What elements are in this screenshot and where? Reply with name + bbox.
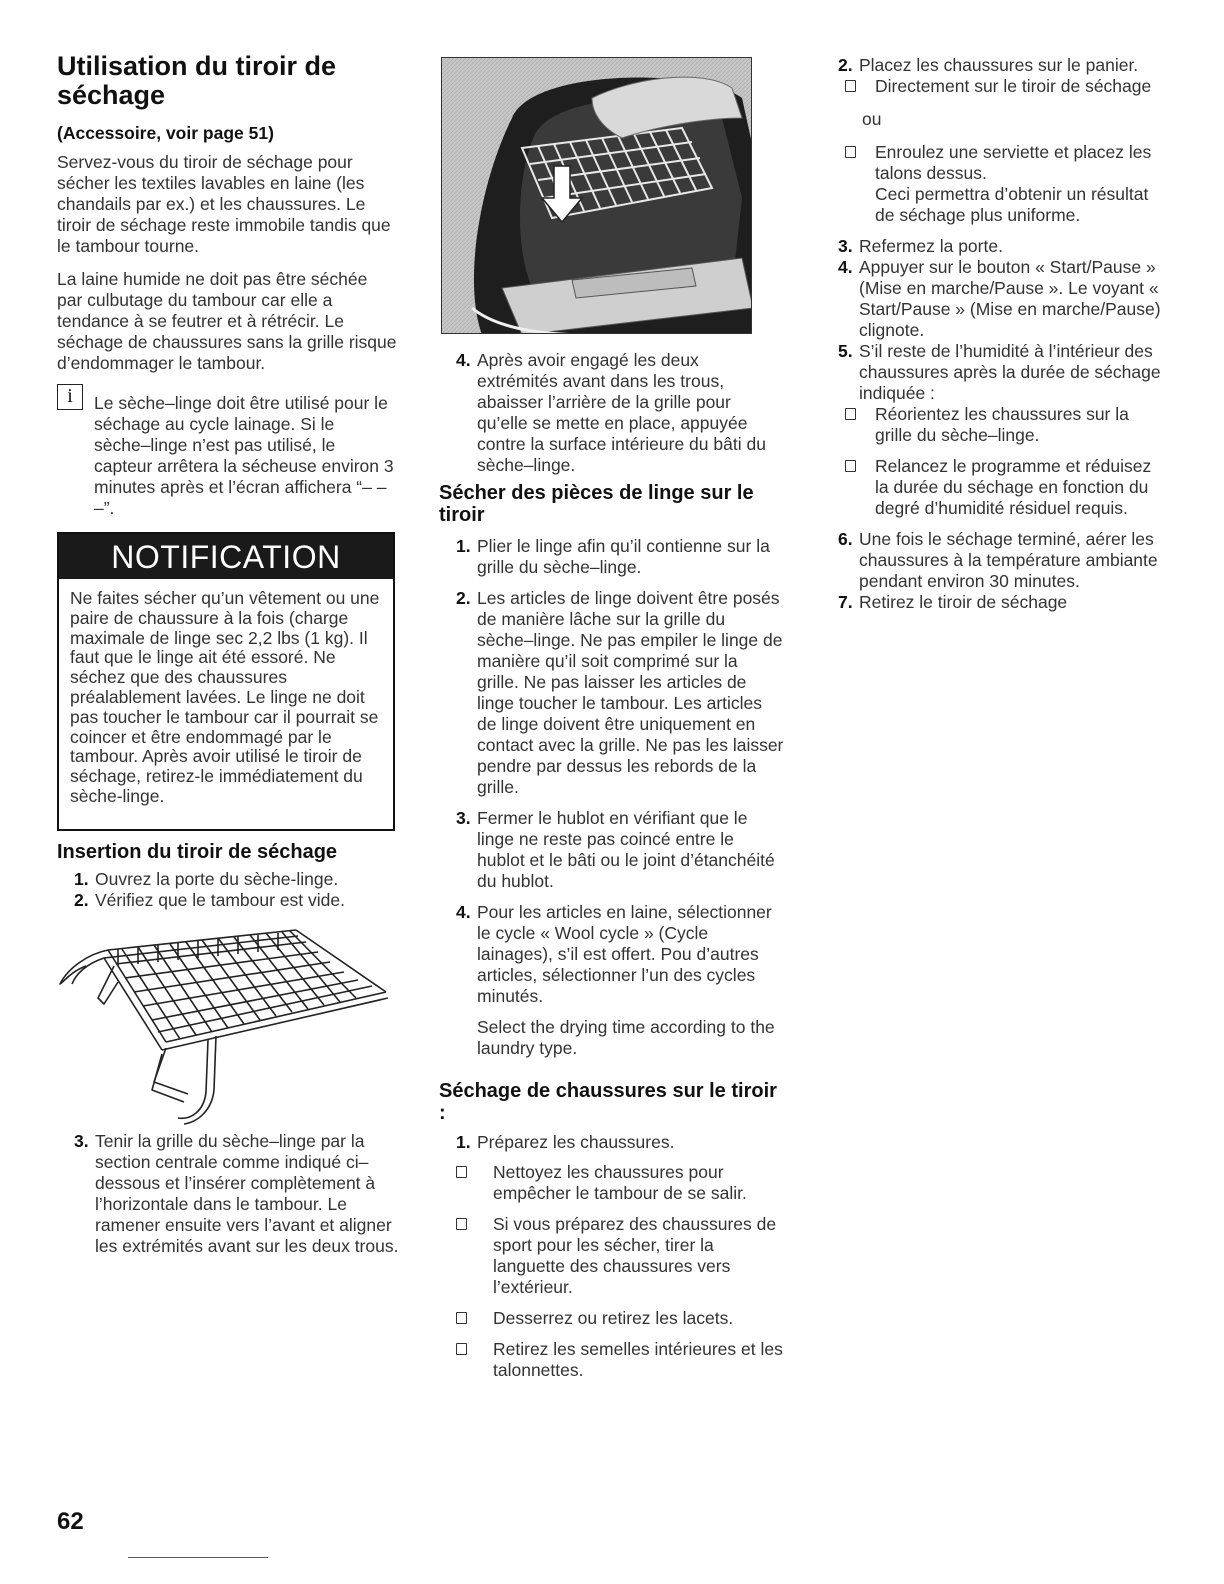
list-item: 4. Après avoir engagé les deux extrémités avant dans les trous, abaisser l’arrière de la grille pour qu’elle se mette en place, appuyée contre la surface intérieure du bâti du sèche–linge. (456, 350, 766, 475)
list-item: 1. Plier le linge afin qu’il contienne sur la grille du sèche–linge. (456, 536, 770, 577)
checklist-item: Relancez le programme et réduisez la durée du séchage en fonction du degré d’humidité résiduel requis. (845, 456, 1163, 519)
list-item: 1. Préparez les chaussures. (456, 1132, 675, 1152)
drying-rack-illustration (58, 922, 393, 1127)
shoes-steps-6-7 (838, 529, 1163, 613)
checkbox-icon (845, 146, 856, 158)
info-note: Le sèche–linge doit être utilisé pour le séchage au cycle lainage. Si le sèche–linge n’est pas utilisé, le capteur arrêtera la sécheuse environ 3 minutes après et l’écran affichera “– – –”. (94, 393, 394, 518)
list-item: 1. Ouvrez la porte du sèche-linge. (74, 869, 339, 889)
notification-box (57, 532, 395, 831)
chaussures-heading: Séchage de chaussures sur le tiroir : (439, 1080, 777, 1124)
checklist-item: Si vous préparez des chaussures de sport pour les sécher, tirer la languette des chaussures vers l’extérieur. (456, 1214, 784, 1298)
shoes-step-2 (838, 55, 1163, 76)
list-item: 4. Pour les articles en laine, sélectionner le cycle « Wool cycle » (Cycle lainages), s’il est offert. Pou d’autres articles, sélectionner l’un des cycles minutés. (456, 902, 772, 1006)
checkbox-icon (456, 1166, 467, 1178)
checkbox-icon (845, 80, 856, 92)
chaussures-step-1 (456, 1132, 784, 1153)
footer-rule (128, 1557, 268, 1558)
shoes-steps-3-5 (838, 236, 1163, 404)
insertion-step-4 (456, 350, 781, 476)
step-5-options (845, 404, 1163, 519)
column-2-block (456, 350, 781, 484)
insertion-heading: Insertion du tiroir de séchage (57, 841, 338, 863)
linge-steps (456, 536, 784, 1007)
list-item: 3. Refermez la porte. (838, 236, 1003, 256)
chaussures-checklist (456, 1162, 784, 1381)
linge-heading: Sécher des pièces de linge sur le tiroir (439, 482, 754, 526)
dryer-rack-photo (441, 57, 752, 334)
checkbox-icon (456, 1218, 467, 1230)
list-item: 5. S’il reste de l’humidité à l’intérieur des chaussures après la durée de séchage indiquée : (838, 341, 1161, 403)
drum-photo-graphic (442, 58, 752, 334)
checklist-item: Desserrez ou retirez les lacets. (456, 1308, 784, 1329)
checklist-item: Retirez les semelles intérieures et les talonnettes. (456, 1339, 784, 1381)
notification-body: Ne faites sécher qu’un vêtement ou une paire de chaussure à la fois (charge maximale de linge sec 2,2 lbs (1 kg). Il faut que le linge ait été essoré. Ne séchez que des chaussures préalablement lavées. Le linge ne doit pas toucher le tambour car il pourrait se coincer et être endommagé par le tambour. Après avoir utilisé le tiroir de séchage, retirez-le immédiatement du sèche-linge. (70, 588, 380, 806)
accessory-subtitle: (Accessoire, voir page 51) (57, 123, 274, 143)
checklist-item: Réorientez les chaussures sur la grille du sèche–linge. (845, 404, 1163, 446)
insertion-section (57, 841, 397, 911)
list-item: 2. Vérifiez que le tambour est vide. (74, 890, 345, 910)
step-2-options (845, 76, 1163, 226)
notification-heading: NOTIFICATION (59, 534, 393, 579)
section-title: Utilisation du tiroir de séchage (57, 51, 337, 110)
list-item: 2. Placez les chaussures sur le panier. (838, 55, 1139, 75)
list-item: 4. Appuyer sur le bouton « Start/Pause » (Mise en marche/Pause ». Le voyant « Start/Pause » (Mise en marche/Pause) clignote. (838, 257, 1161, 340)
checklist-item: Enroulez une serviette et placez les talons dessus. (845, 142, 1163, 184)
page-number: 62 (57, 1508, 84, 1535)
checkbox-icon (456, 1343, 467, 1355)
checklist-item: Directement sur le tiroir de séchage (845, 76, 1163, 97)
intro-block (57, 123, 397, 374)
checklist-item: Nettoyez les chaussures pour empêcher le tambour de se salir. (456, 1162, 784, 1204)
or-separator: ou (862, 109, 882, 129)
list-item: 2. Les articles de linge doivent être posés de manière lâche sur la grille du sèche–linge. Ne pas empiler le linge de manière qu’il soit comprimé sur la grille. Ne pas laisser les articles de linge toucher le tambour. Les articles de linge doivent être uniquement en contact avec la grille. Ne pas les laisser pendre par dessus les rebords de la grille. (456, 588, 784, 797)
list-item: 3. Tenir la grille du sèche–linge par la section centrale comme indiqué ci–dessous et l’insérer complètement à l’horizontale dans le tambour. Le ramener ensuite vers l’avant et aligner les extrémités avant sur les deux trous. (74, 1131, 399, 1256)
check-note: Ceci permettra d’obtenir un résultat de séchage plus uniforme. (875, 184, 1149, 225)
insertion-steps (74, 869, 397, 911)
list-item: 6. Une fois le séchage terminé, aérer les chaussures à la température ambiante pendant environ 30 minutes. (838, 529, 1158, 591)
column-3-block (838, 55, 1163, 613)
checkbox-icon (845, 460, 856, 472)
list-item: 7. Retirez le tiroir de séchage (838, 592, 1068, 612)
info-icon: i (57, 384, 83, 410)
intro-paragraph: Servez-vous du tiroir de séchage pour sécher les textiles lavables en laine (les chandails par ex.) et les chaussures. Le tiroir de séchage reste immobile tandis que le tambour tourne. (57, 152, 391, 256)
linge-section (439, 482, 784, 1059)
warning-paragraph: La laine humide ne doit pas être séchée par culbutage du tambour car elle a tendance à se feutrer et à rétrécir. Le séchage de chaussures sans la grille risque d’endommager le tambour. (57, 269, 397, 373)
checkbox-icon (456, 1312, 467, 1324)
linge-note: Select the drying time according to the laundry type. (477, 1017, 775, 1058)
insertion-step-3 (74, 1131, 399, 1257)
list-item: 3. Fermer le hublot en vérifiant que le linge ne reste pas coincé entre le hublot et le bâti ou le joint d’étanchéité du hublot. (456, 808, 775, 891)
chaussures-section (439, 1080, 784, 1381)
step-3-block (74, 1131, 399, 1257)
checkbox-icon (845, 408, 856, 420)
